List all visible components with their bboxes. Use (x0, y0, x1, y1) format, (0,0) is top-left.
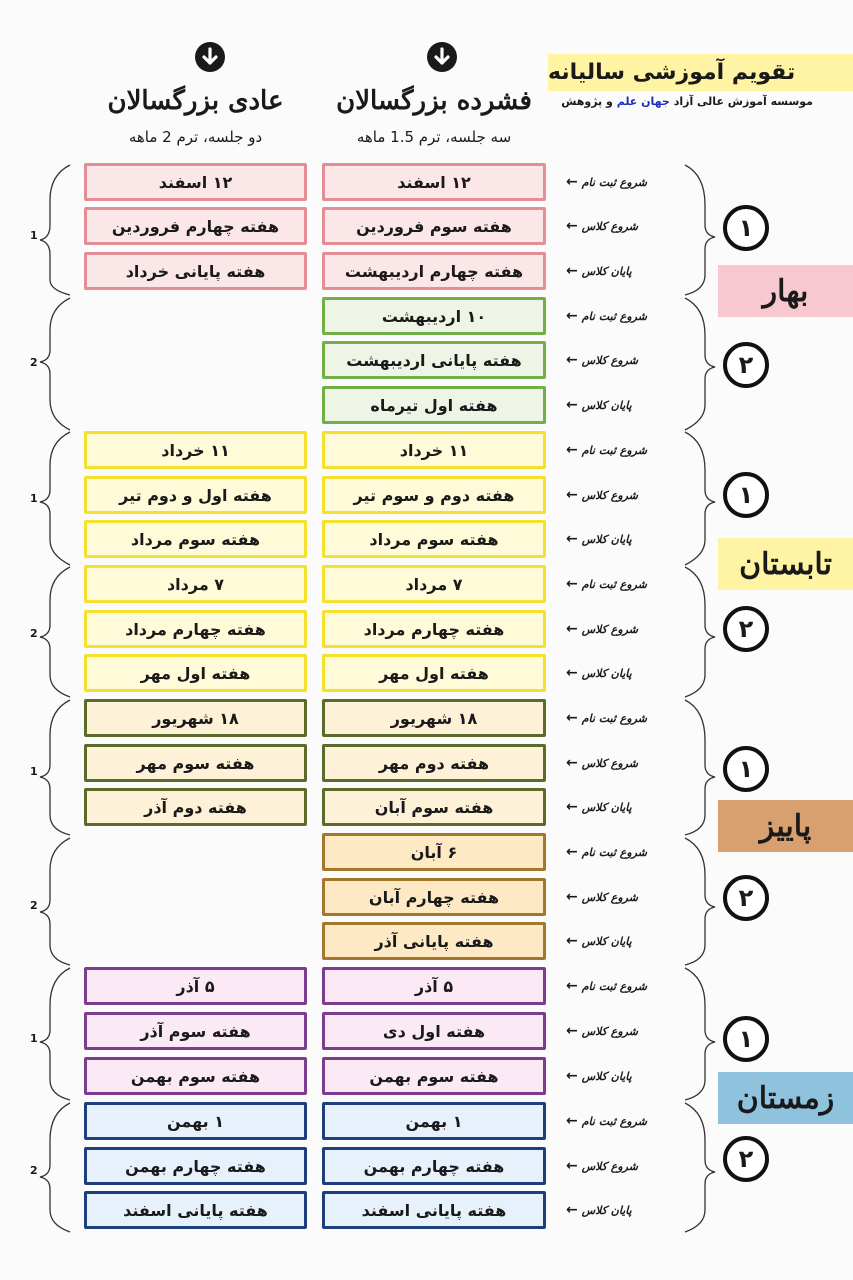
term-circle: ۱ (723, 746, 769, 792)
step-label (566, 753, 638, 773)
intensive-cell: ۱۰ اردیبهشت (322, 297, 546, 335)
step-label-text: شروع ثبت نام (581, 1114, 647, 1128)
step-label-text: پایان کلاس (581, 264, 632, 278)
arrow-left-icon: ← (566, 531, 578, 547)
arrow-left-icon: ← (566, 487, 578, 503)
arrow-left-icon: ← (566, 1113, 578, 1129)
term-number: 1 (30, 765, 38, 778)
season-spring: بهار (718, 265, 853, 317)
step-label-text: پایان کلاس (581, 532, 632, 546)
regular-cell: هفته سوم آذر (84, 1012, 307, 1050)
intensive-cell: هفته سوم فروردین (322, 207, 546, 245)
intensive-cell: هفته چهارم مرداد (322, 610, 546, 648)
intensive-cell: ۱۲ اسفند (322, 163, 546, 201)
regular-column-subtitle: دو جلسه، ترم 2 ماهه (128, 128, 263, 146)
term-number: 1 (30, 1032, 38, 1045)
step-label-text: شروع ثبت نام (581, 443, 647, 457)
intensive-cell: ۵ آذر (322, 967, 546, 1005)
step-label (566, 931, 632, 951)
intensive-cell: ۷ مرداد (322, 565, 546, 603)
term-number: 1 (30, 229, 38, 242)
step-label (566, 216, 638, 236)
term-circle: ۲ (723, 342, 769, 388)
step-label-text: پایان کلاس (581, 1203, 632, 1217)
arrow-left-icon: ← (566, 576, 578, 592)
intensive-cell: هفته سوم آبان (322, 788, 546, 826)
season-autumn: پاییز (718, 800, 853, 852)
term-number: 2 (30, 899, 38, 912)
step-label (566, 1111, 647, 1131)
intensive-cell: هفته دوم مهر (322, 744, 546, 782)
regular-cell: هفته چهارم فروردین (84, 207, 307, 245)
subtitle-highlight: جهان علم (616, 95, 670, 108)
regular-cell: هفته چهارم بهمن (84, 1147, 307, 1185)
regular-cell: هفته پایانی اسفند (84, 1191, 307, 1229)
regular-cell: هفته سوم مرداد (84, 520, 307, 558)
intensive-cell: هفته اول مهر (322, 654, 546, 692)
step-label-text: شروع ثبت نام (581, 309, 647, 323)
intensive-cell: ۱۱ خرداد (322, 431, 546, 469)
page-title-text: تقویم آموزشی سالیانه (548, 60, 796, 85)
arrow-left-icon: ← (566, 844, 578, 860)
regular-cell: هفته دوم آذر (84, 788, 307, 826)
term-number: 1 (30, 492, 38, 505)
step-label-text: پایان کلاس (581, 934, 632, 948)
arrow-left-icon: ← (566, 308, 578, 324)
step-label (566, 440, 647, 460)
step-label (566, 574, 647, 594)
subtitle-pre: موسسه آموزش عالی آزاد (673, 95, 813, 108)
step-label-text: شروع کلاس (581, 1159, 638, 1173)
term-circle: ۲ (723, 1136, 769, 1182)
intensive-cell: هفته چهارم بهمن (322, 1147, 546, 1185)
intensive-column-subtitle: سه جلسه، ترم 1.5 ماهه (356, 128, 512, 146)
arrow-left-icon: ← (566, 174, 578, 190)
regular-cell: ۱۸ شهریور (84, 699, 307, 737)
regular-cell: هفته پایانی خرداد (84, 252, 307, 290)
arrow-left-icon: ← (566, 755, 578, 771)
intensive-cell: هفته پایانی آذر (322, 922, 546, 960)
arrow-left-icon: ← (566, 218, 578, 234)
regular-cell: هفته اول مهر (84, 654, 307, 692)
arrow-left-icon: ← (566, 352, 578, 368)
step-label (566, 261, 632, 281)
regular-cell: ۷ مرداد (84, 565, 307, 603)
intensive-column-title: فشرده بزرگسالان (336, 86, 532, 116)
step-label (566, 1021, 638, 1041)
arrow-left-icon: ← (566, 263, 578, 279)
arrow-left-icon: ← (566, 442, 578, 458)
intensive-cell: هفته چهارم آبان (322, 878, 546, 916)
step-label-text: پایان کلاس (581, 666, 632, 680)
arrow-left-icon: ← (566, 978, 578, 994)
intensive-cell: هفته اول تیرماه (322, 386, 546, 424)
step-label (566, 485, 638, 505)
arrow-left-icon: ← (566, 1023, 578, 1039)
step-label (566, 350, 638, 370)
step-label-text: پایان کلاس (581, 398, 632, 412)
step-label (566, 529, 632, 549)
arrow-left-icon: ← (566, 397, 578, 413)
step-label (566, 887, 638, 907)
step-label-text: پایان کلاس (581, 1069, 632, 1083)
intensive-cell: هفته پایانی اسفند (322, 1191, 546, 1229)
step-label (566, 708, 647, 728)
arrow-left-icon: ← (566, 710, 578, 726)
step-label (566, 976, 647, 996)
intensive-cell: هفته پایانی اردیبهشت (322, 341, 546, 379)
step-label-text: پایان کلاس (581, 800, 632, 814)
arrow-left-icon: ← (566, 665, 578, 681)
step-label (566, 663, 632, 683)
intensive-cell: هفته دوم و سوم تیر (322, 476, 546, 514)
term-number: 2 (30, 1164, 38, 1177)
step-label (566, 1156, 638, 1176)
intensive-cell: هفته اول دی (322, 1012, 546, 1050)
step-label (566, 842, 647, 862)
season-winter: زمستان (718, 1072, 853, 1124)
intensive-cell: هفته چهارم اردیبهشت (322, 252, 546, 290)
step-label-text: شروع ثبت نام (581, 711, 647, 725)
term-circle: ۱ (723, 472, 769, 518)
regular-column-title: عادی بزرگسالان (107, 86, 284, 116)
regular-cell: هفته سوم مهر (84, 744, 307, 782)
step-label (566, 797, 632, 817)
term-circle: ۱ (723, 1016, 769, 1062)
step-label-text: شروع ثبت نام (581, 175, 647, 189)
step-label-text: شروع ثبت نام (581, 845, 647, 859)
arrow-left-icon: ← (566, 933, 578, 949)
intensive-cell: ۱۸ شهریور (322, 699, 546, 737)
step-label (566, 619, 638, 639)
step-label-text: شروع کلاس (581, 890, 638, 904)
regular-cell: ۱۲ اسفند (84, 163, 307, 201)
term-number: 2 (30, 627, 38, 640)
term-circle: ۲ (723, 606, 769, 652)
arrow-left-icon: ← (566, 1068, 578, 1084)
step-label (566, 1066, 632, 1086)
intensive-cell: هفته سوم مرداد (322, 520, 546, 558)
step-label (566, 395, 632, 415)
step-label-text: شروع کلاس (581, 622, 638, 636)
subtitle-post: و پژوهش (561, 95, 613, 108)
arrow-left-icon: ← (566, 799, 578, 815)
intensive-cell: ۱ بهمن (322, 1102, 546, 1140)
arrow-left-icon: ← (566, 621, 578, 637)
intensive-cell: هفته سوم بهمن (322, 1057, 546, 1095)
regular-cell: هفته چهارم مرداد (84, 610, 307, 648)
step-label-text: شروع ثبت نام (581, 577, 647, 591)
step-label (566, 306, 647, 326)
step-label-text: شروع کلاس (581, 353, 638, 367)
regular-cell: هفته اول و دوم تیر (84, 476, 307, 514)
step-label-text: شروع کلاس (581, 1024, 638, 1038)
step-label-text: شروع کلاس (581, 219, 638, 233)
step-label (566, 1200, 632, 1220)
term-number: 2 (30, 356, 38, 369)
step-label (566, 172, 647, 192)
regular-cell: هفته سوم بهمن (84, 1057, 307, 1095)
regular-cell: ۵ آذر (84, 967, 307, 1005)
arrow-left-icon: ← (566, 1158, 578, 1174)
term-circle: ۲ (723, 875, 769, 921)
season-summer: تابستان (718, 538, 853, 590)
regular-cell: ۱۱ خرداد (84, 431, 307, 469)
intensive-cell: ۶ آبان (322, 833, 546, 871)
regular-cell: ۱ بهمن (84, 1102, 307, 1140)
step-label-text: شروع ثبت نام (581, 979, 647, 993)
arrow-left-icon: ← (566, 1202, 578, 1218)
step-label-text: شروع کلاس (581, 756, 638, 770)
arrow-left-icon: ← (566, 889, 578, 905)
step-label-text: شروع کلاس (581, 488, 638, 502)
term-circle: ۱ (723, 205, 769, 251)
